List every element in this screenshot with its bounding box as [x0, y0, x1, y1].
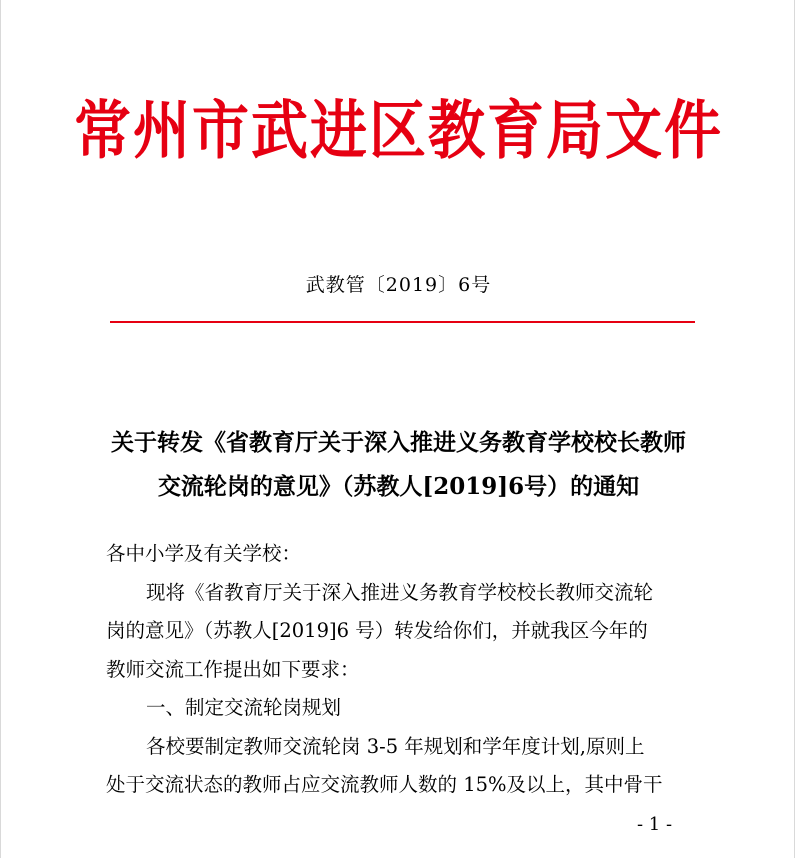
salutation: 各中小学及有关学校： — [106, 542, 302, 565]
document-body — [106, 535, 696, 805]
issuer-header: 常州市武进区教育局文件 — [74, 92, 723, 168]
body-line-5: 处于交流状态的教师占应交流教师人数的 15%及以上，其中骨干 — [106, 773, 663, 796]
body-line-4: 各校要制定教师交流轮岗 3-5 年规划和学年度计划,原则上 — [146, 734, 645, 758]
page-number: - 1 - — [637, 814, 673, 835]
body-line-2: 岗的意见》（苏教人[2019]6 号）转发给你们，并就我区今年的 — [106, 619, 648, 642]
section-heading-1: 一、制定交流轮岗规划 — [146, 696, 342, 719]
body-line-3: 教师交流工作提出如下要求： — [106, 657, 360, 681]
document-title — [96, 421, 701, 509]
title-line-1: 关于转发《省教育厅关于深入推进义务教育学校校长教师 — [111, 429, 686, 456]
document-number: 武教管〔2019〕6号 — [305, 274, 492, 296]
body-line-1: 现将《省教育厅关于深入推进义务教育学校校长教师交流轮 — [146, 580, 654, 604]
red-divider-line — [110, 321, 695, 323]
title-line-2: 交流轮岗的意见》（苏教人[2019]6号）的通知 — [157, 473, 640, 500]
